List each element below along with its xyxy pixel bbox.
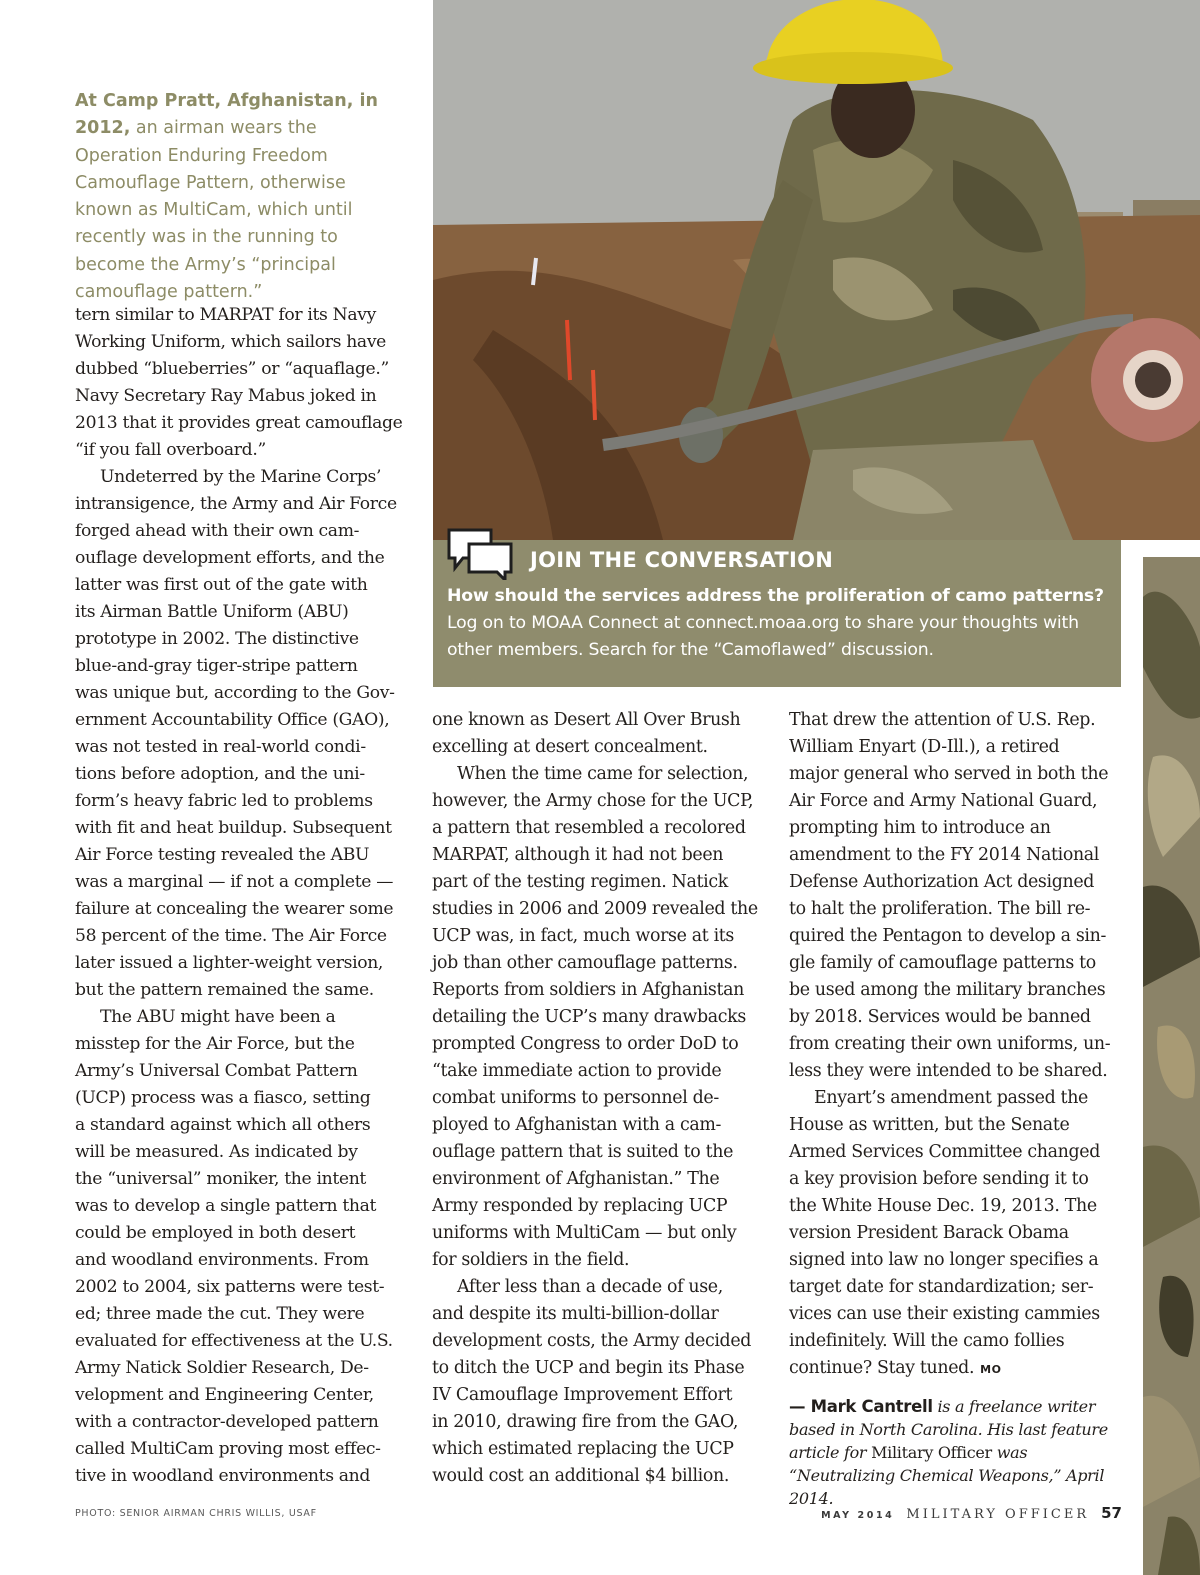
author-bio — [789, 1395, 1124, 1510]
article-column-3 — [789, 707, 1129, 1383]
paragraph: That drew the attention of U.S. Rep. William Enyart (D-Ill.), a retired major general who served in both the Air Force and Army National Guard, prompting him to introduce an amendment to the FY 2014 National Defense Authorization Act designed to halt the proliferation. The bill re- quired the Pentagon to develop a sin- gle family of camouflage patterns to be used among the military branches by 2018. Services would be banned from creating their own uniforms, un- less they were intended to be shared. — [789, 710, 1111, 1081]
paragraph: When the time came for selection, however, the Army chose for the UCP, a pattern that resembled a recolored MARPAT, although it had not been part of the testing regimen. Natick studies in 2006 and 2009 revealed the UCP was, in fact, much worse at its job than other camouflage patterns. Reports from soldiers in Afghanistan detailing the UCP’s many drawbacks prompted Congress to order DoD to “take immediate action to provide combat uniforms to personnel de- ployed to Afghanistan with a cam- ouflage pattern that is suited to the environment of Afghanistan.” The Army responded by replacing UCP uniforms with MultiCam — but only for soldiers in the field. — [432, 764, 758, 1270]
author-name: — Mark Cantrell — [789, 1397, 933, 1416]
paragraph: one known as Desert All Over Brush excelling at desert concealment. — [432, 710, 741, 757]
conversation-title: JOIN THE CONVERSATION — [530, 548, 834, 572]
article-column-2 — [432, 707, 772, 1490]
photo-credit: PHOTO: SENIOR AIRMAN CHRIS WILLIS, USAF — [75, 1508, 317, 1519]
soldier-photo — [433, 0, 1200, 540]
paragraph: Enyart’s amendment passed the House as written, but the Senate Armed Services Committee changed a key provision before sending it to the White House Dec. 19, 2013. The version President Barack Obama signed into law no longer specifies a target date for standardization; ser- vices can use their existing cammies indefinitely. Will the camo follies continue? Stay tuned. — [789, 1088, 1100, 1378]
conversation-question: How should the services address the proliferation of camo patterns? — [447, 586, 1104, 606]
magazine-name: MILITARY OFFICER — [906, 1507, 1090, 1522]
paragraph: tern similar to MARPAT for its Navy Working Uniform, which sailors have dubbed “blueberries” or “aquaflage.” Navy Secretary Ray Mabus joked in 2013 that it provides great camouflage “if you fall overboard.” — [75, 305, 403, 460]
paragraph-with-endmark — [789, 1085, 1129, 1383]
paragraph: After less than a decade of use, and despite its multi-billion-dollar development costs, the Army decided to ditch the UCP and begin its Phase IV Camouflage Improvement Effort in 2010, drawing fire from the GAO, which estimated replacing the UCP would cost an additional $4 billion. — [432, 1277, 752, 1486]
bio-text: is a freelance writer based in North Carolina. His last feature article for — [789, 1397, 1108, 1462]
bio-text: was “Neutralizing Chemical Weapons,” April 2014. — [789, 1443, 1105, 1508]
conversation-body — [447, 583, 1107, 664]
conversation-text: Log on to MOAA Connect at connect.moaa.org to share your thoughts with other members. Search for the “Camoflawed” discussion. — [447, 613, 1079, 660]
paragraph: Undeterred by the Marine Corps’ intransigence, the Army and Air Force forged ahead with their own cam- ouflage development efforts, and the latter was first out of the gate with its Airman Battle Uniform (ABU) prototype in 2002. The distinctive blue-and-gray tiger-stripe pattern was unique but, according to the Gov- ernment Accountability Office (GAO), was not tested in real-world condi- tions before adoption, and the uni- form’s heavy fabric led to problems with fit and heat buildup. Subsequent Air Force testing revealed the ABU was a marginal — if not a complete — failure at concealing the wearer some 58 percent of the time. The Air Force later issued a lighter-weight version, but the pattern remained the same. — [75, 467, 397, 1000]
page-folio — [821, 1504, 1122, 1522]
camouflage-strip — [1143, 557, 1200, 1575]
issue-date: MAY 2014 — [821, 1510, 895, 1521]
photo-caption — [75, 88, 407, 306]
caption-text: an airman wears the Operation Enduring Freedom Camouflage Pattern, otherwise known as MultiCam, which until recently was in the running to become the Army’s “principal camouflage pattern.” — [75, 118, 353, 303]
article-column-1 — [75, 302, 415, 1490]
publication-name: Military Officer — [871, 1443, 992, 1462]
caption-lead: At Camp Pratt, Afghanistan, in 2012, — [75, 91, 378, 139]
paragraph: The ABU might have been a misstep for the Air Force, but the Army’s Universal Combat Pattern (UCP) process was a fiasco, setting a standard against which all others will be measured. As indicated by the “universal” moniker, the intent was to develop a single pattern that could be employed in both desert and woodland environments. From 2002 to 2004, six patterns were test- ed; three made the cut. They were evaluated for effectiveness at the U.S. Army Natick Soldier Research, De- velopment and Engineering Center, with a contractor-developed pattern called MultiCam proving most effec- tive in woodland environments and — [75, 1007, 393, 1486]
page-number: 57 — [1101, 1504, 1122, 1522]
speech-bubbles-icon — [447, 528, 515, 580]
end-mark: MO — [980, 1363, 1002, 1376]
